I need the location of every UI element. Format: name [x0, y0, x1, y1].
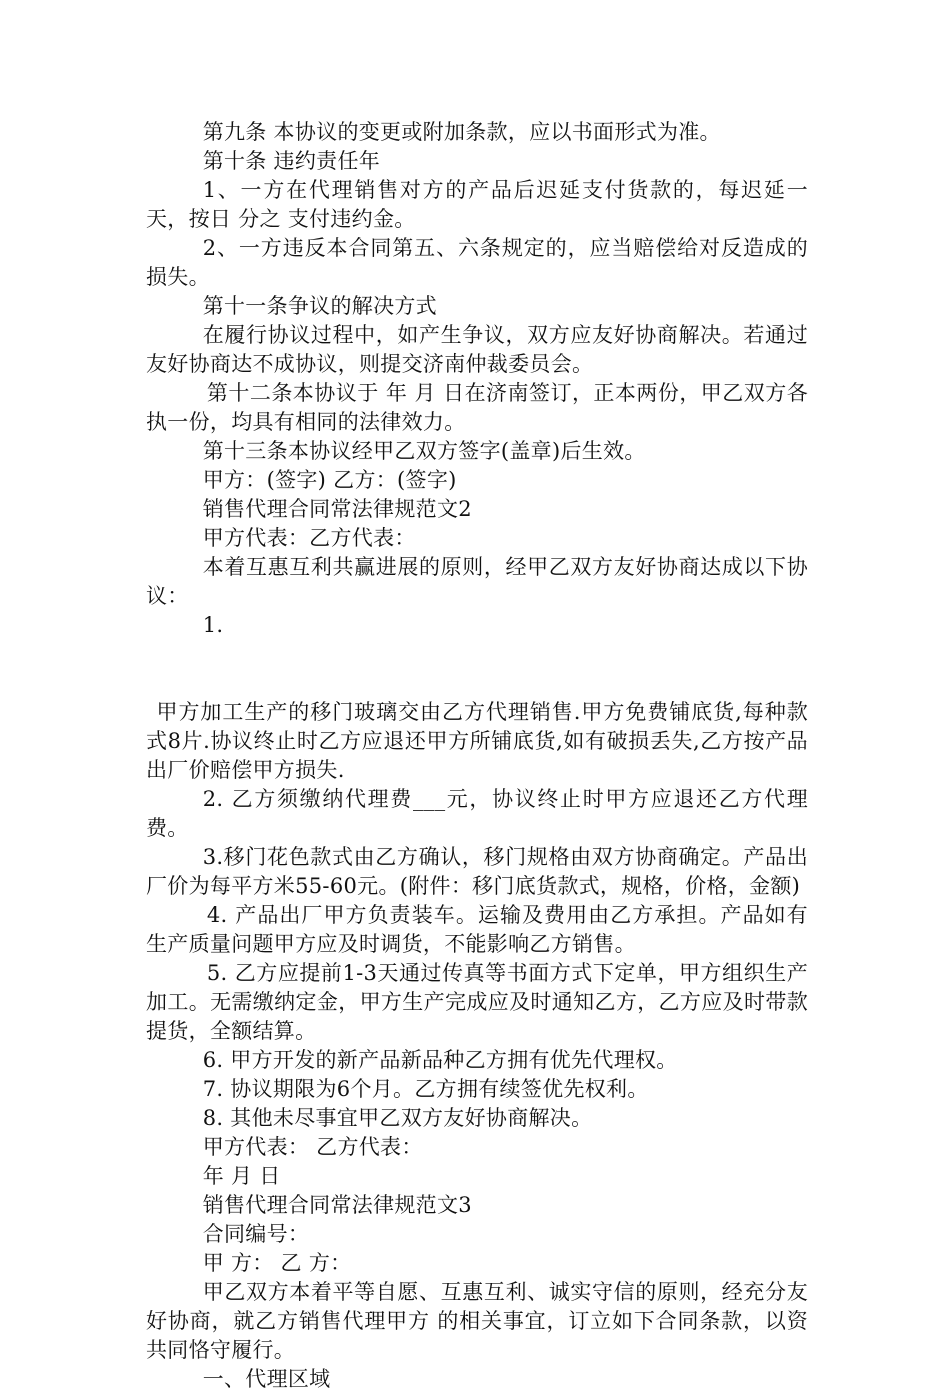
heading-agency-region: 一、代理区域 — [202, 1367, 331, 1391]
paragraph-article-12: 第十二条本协议于 年 月 日在济南签订，正本两份，甲乙双方各执一份，均具有相同的法律效力。 — [146, 381, 808, 434]
item-4: 4. 产品出厂甲方负责装车。运输及费用由乙方承担。产品如有生产质量问题甲方应及时调货，不能影响乙方销售。 — [146, 903, 808, 956]
item-7: 7. 协议期限为6个月。乙方拥有续签优先权利。 — [202, 1077, 649, 1101]
paragraph-dispute: 在履行协议过程中，如产生争议，双方应友好协商解决。若通过友好协商达不成协议，则提交济南仲裁委员会。 — [146, 323, 808, 376]
blank-gap — [146, 640, 808, 698]
paragraph-article-11: 第十一条争议的解决方式 — [202, 294, 437, 318]
item-3: 3.移门花色款式由乙方确认，移门规格由双方协商确定。产品出厂价为每平方米55-60元。(附件：移门底货款式，规格，价格，金额) — [146, 845, 808, 898]
item-5: 5. 乙方应提前1-3天通过传真等书面方式下定单，甲方组织生产加工。无需缴纳定金，甲方生产完成应及时通知乙方，乙方应及时带款提货，全额结算。 — [146, 961, 808, 1043]
contract-number: 合同编号： — [202, 1222, 310, 1246]
paragraph-principle: 甲乙双方本着平等自愿、互惠互利、诚实守信的原则，经充分友好协商，就乙方销售代理甲方 的相关事宜，订立如下合同条款，以资共同恪守履行。 — [146, 1280, 808, 1362]
paragraph-clause-1: 1、一方在代理销售对方的产品后迟延支付货款的，每迟延一天，按日 分之 支付违约金。 — [146, 178, 808, 231]
item-2: 2. 乙方须缴纳代理费___元，协议终止时甲方应退还乙方代理费。 — [146, 787, 808, 840]
document-body — [146, 118, 808, 1394]
paragraph-clause-2: 2、一方违反本合同第五、六条规定的，应当赔偿给对反造成的损失。 — [146, 236, 808, 289]
paragraph-article-9: 第九条 本协议的变更或附加条款，应以书面形式为准。 — [202, 120, 721, 144]
section-title-3: 销售代理合同常法律规范文3 — [202, 1193, 472, 1217]
representative-line-2: 甲方代表： 乙方代表： — [202, 1135, 423, 1159]
item-8: 8. 其他未尽事宜甲乙双方友好协商解决。 — [202, 1106, 593, 1130]
date-line: 年 月 日 — [202, 1164, 281, 1188]
parties-line: 甲 方： 乙 方： — [202, 1251, 352, 1275]
paragraph-article-13: 第十三条本协议经甲乙双方签字(盖章)后生效。 — [202, 439, 646, 463]
paragraph-article-10: 第十条 违约责任年 — [202, 149, 381, 173]
representative-line: 甲方代表：乙方代表： — [202, 526, 416, 550]
item-number-1: 1. — [202, 613, 224, 637]
item-1-text: 甲方加工生产的移门玻璃交由乙方代理销售.甲方免费铺底货,每种款式8片.协议终止时乙方应退还甲方所铺底货,如有破损丢失,乙方按产品出厂价赔偿甲方损失. — [146, 700, 808, 782]
paragraph-preamble: 本着互惠互利共赢进展的原则，经甲乙双方友好协商达成以下协议： — [146, 555, 808, 608]
item-6: 6. 甲方开发的新产品新品种乙方拥有优先代理权。 — [202, 1048, 678, 1072]
section-title-2: 销售代理合同常法律规范文2 — [202, 497, 472, 521]
signature-line: 甲方：(签字) 乙方：(签字) — [202, 468, 457, 492]
